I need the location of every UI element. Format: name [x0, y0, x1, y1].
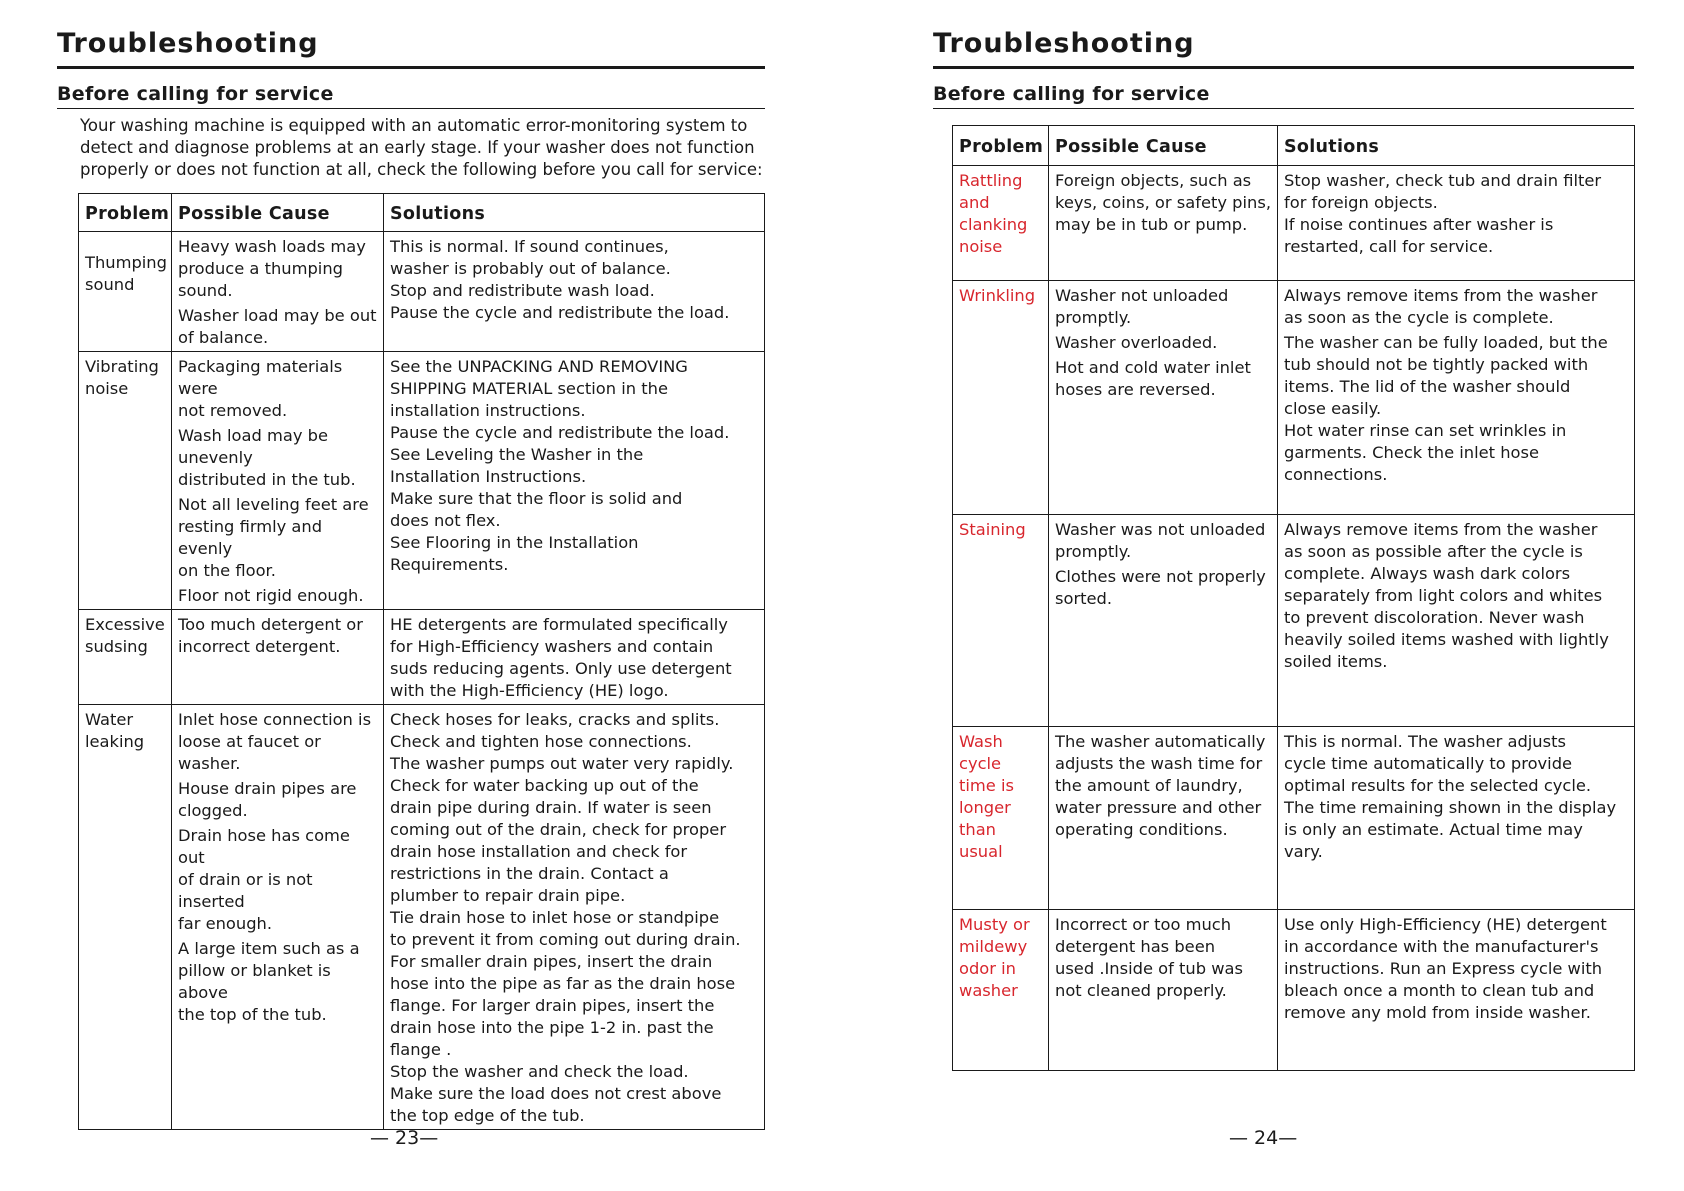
problem-cell: [953, 166, 1049, 281]
cause-text: on the floor.: [178, 561, 276, 580]
problem-cell: [953, 910, 1049, 1071]
solution-cell: [1278, 727, 1635, 910]
header-possible-cause: Possible Cause: [172, 194, 384, 232]
cause-cell: [1049, 727, 1278, 910]
solution-text: Stop the washer and check the load.: [390, 1062, 689, 1081]
solution-cell: [384, 232, 765, 352]
solution-text: Always remove items from the washer: [1284, 286, 1598, 305]
cause-text: Packaging materials were: [178, 357, 343, 398]
solution-text: for foreign objects.: [1284, 193, 1438, 212]
cause-text: resting firmly and evenly: [178, 517, 323, 558]
problem-text: than: [959, 820, 996, 839]
page-title: Troubleshooting: [57, 28, 319, 59]
cause-cell: [1049, 281, 1278, 515]
solution-text: items. The lid of the washer should: [1284, 377, 1571, 396]
header-possible-cause: Possible Cause: [1049, 126, 1278, 166]
cause-text: distributed in the tub.: [178, 470, 356, 489]
cause-cell: [172, 232, 384, 352]
solution-text: This is normal. If sound continues,: [390, 237, 669, 256]
page-number: — 23—: [370, 1127, 439, 1149]
cause-text: A large item such as a: [178, 939, 360, 958]
solution-text: plumber to repair drain pipe.: [390, 886, 626, 905]
solution-text: instructions. Run an Express cycle with: [1284, 959, 1603, 978]
cause-text: loose at faucet or washer.: [178, 732, 321, 773]
solution-text: in accordance with the manufacturer's: [1284, 937, 1599, 956]
solution-text: complete. Always wash dark colors: [1284, 564, 1571, 583]
problem-cell: [79, 352, 172, 610]
solution-text: as soon as possible after the cycle is: [1284, 542, 1583, 561]
subtitle-divider: [933, 108, 1634, 109]
problem-cell: [79, 610, 172, 705]
solution-text: optimal results for the selected cycle.: [1284, 776, 1592, 795]
solution-text: as soon as the cycle is complete.: [1284, 308, 1554, 327]
header-solutions: Solutions: [1278, 126, 1635, 166]
solution-text: flange. For larger drain pipes, insert the: [390, 996, 715, 1015]
solution-cell: [384, 352, 765, 610]
solution-text: The washer pumps out water very rapidly.: [390, 754, 734, 773]
table-row: [953, 281, 1635, 515]
solution-cell: [1278, 281, 1635, 515]
header-problem: Problem: [79, 194, 172, 232]
intro-paragraph: [80, 115, 765, 181]
cause-text: Foreign objects, such as: [1055, 171, 1252, 190]
cause-text: keys, coins, or safety pins,: [1055, 193, 1271, 212]
solution-text: close easily.: [1284, 399, 1382, 418]
cause-cell: [172, 610, 384, 705]
solution-text: the top edge of the tub.: [390, 1106, 585, 1125]
solution-text: restarted, call for service.: [1284, 237, 1494, 256]
cause-text: promptly.: [1055, 308, 1132, 327]
solution-text: drain pipe during drain. If water is seen: [390, 798, 712, 817]
solution-cell: [1278, 166, 1635, 281]
solution-text: Stop washer, check tub and drain filter: [1284, 171, 1602, 190]
solution-text: Installation Instructions.: [390, 467, 587, 486]
cause-cell: [1049, 166, 1278, 281]
cause-text: incorrect detergent.: [178, 637, 341, 656]
solution-text: to prevent it from coming out during drain.: [390, 930, 741, 949]
solution-text: Make sure the load does not crest above: [390, 1084, 722, 1103]
solution-text: Check and tighten hose connections.: [390, 732, 692, 751]
problem-text: leaking: [85, 732, 145, 751]
troubleshooting-table: [952, 125, 1635, 1071]
cause-text: Floor not rigid enough.: [178, 586, 364, 605]
table-row: [79, 232, 765, 352]
solution-text: to prevent discoloration. Never wash: [1284, 608, 1585, 627]
cause-text: Washer overloaded.: [1055, 333, 1218, 352]
cause-text: sorted.: [1055, 589, 1113, 608]
solution-text: separately from light colors and whites: [1284, 586, 1603, 605]
cause-cell: [172, 705, 384, 1130]
solution-text: coming out of the drain, check for proper: [390, 820, 727, 839]
cause-text: Incorrect or too much: [1055, 915, 1232, 934]
solution-text: vary.: [1284, 842, 1323, 861]
problem-cell: [79, 705, 172, 1130]
solution-text: garments. Check the inlet hose: [1284, 443, 1540, 462]
solution-text: HE detergents are formulated specifically: [390, 615, 728, 634]
solution-text: installation instructions.: [390, 401, 586, 420]
problem-text: Staining: [959, 520, 1026, 539]
table-row: [79, 705, 765, 1130]
solution-text: See Leveling the Washer in the: [390, 445, 644, 464]
solution-cell: [1278, 515, 1635, 727]
solution-text: Use only High-Efficiency (HE) detergent: [1284, 915, 1607, 934]
cause-text: House drain pipes are: [178, 779, 357, 798]
problem-text: clanking: [959, 215, 1028, 234]
cause-text: detergent has been: [1055, 937, 1216, 956]
cause-cell: [1049, 515, 1278, 727]
solution-text: The time remaining shown in the display: [1284, 798, 1617, 817]
problem-cell: [953, 281, 1049, 515]
solution-text: Stop and redistribute wash load.: [390, 281, 655, 300]
problem-text: Rattling and: [959, 171, 1023, 212]
solution-text: The washer can be fully loaded, but the: [1284, 333, 1608, 352]
troubleshooting-table: [78, 193, 765, 1130]
problem-text: time is: [959, 776, 1014, 795]
solution-text: remove any mold from inside washer.: [1284, 1003, 1591, 1022]
solution-text: soiled items.: [1284, 652, 1388, 671]
solution-text: drain hose installation and check for: [390, 842, 688, 861]
cause-text: Washer was not unloaded: [1055, 520, 1266, 539]
cause-text: hoses are reversed.: [1055, 380, 1216, 399]
solution-text: See Flooring in the Installation: [390, 533, 639, 552]
cause-text: Heavy wash loads may: [178, 237, 366, 256]
solution-text: washer is probably out of balance.: [390, 259, 671, 278]
cause-text: Washer not unloaded: [1055, 286, 1229, 305]
solution-text: bleach once a month to clean tub and: [1284, 981, 1595, 1000]
page-number: — 24—: [1229, 1127, 1298, 1149]
cause-text: not cleaned properly.: [1055, 981, 1227, 1000]
solution-text: flange .: [390, 1040, 452, 1059]
intro-line: Your washing machine is equipped with an automatic error-monitoring system to: [80, 116, 748, 135]
solution-text: drain hose into the pipe 1-2 in. past the: [390, 1018, 714, 1037]
problem-text: noise: [959, 237, 1003, 256]
problem-cell: [79, 232, 172, 352]
cause-text: produce a thumping sound.: [178, 259, 343, 300]
solution-text: suds reducing agents. Only use detergent: [390, 659, 732, 678]
header-solutions: Solutions: [384, 194, 765, 232]
cause-text: promptly.: [1055, 542, 1132, 561]
solution-text: Tie drain hose to inlet hose or standpipe: [390, 908, 720, 927]
cause-text: the amount of laundry,: [1055, 776, 1243, 795]
problem-text: washer: [959, 981, 1018, 1000]
problem-text: noise: [85, 379, 129, 398]
cause-text: Inlet hose connection is: [178, 710, 372, 729]
problem-cell: [953, 515, 1049, 727]
problem-text: Water: [85, 710, 134, 729]
solution-text: Pause the cycle and redistribute the load.: [390, 423, 730, 442]
solution-text: See the UNPACKING AND REMOVING: [390, 357, 688, 376]
solution-text: hose into the pipe as far as the drain hose: [390, 974, 736, 993]
cause-text: operating conditions.: [1055, 820, 1228, 839]
problem-text: usual: [959, 842, 1003, 861]
intro-line: properly or does not function at all, check the following before you call for service:: [80, 160, 763, 179]
problem-text: Wash cycle: [959, 732, 1003, 773]
table-row: [79, 610, 765, 705]
solution-text: If noise continues after washer is: [1284, 215, 1554, 234]
cause-text: Clothes were not properly: [1055, 567, 1266, 586]
solution-text: Requirements.: [390, 555, 509, 574]
subtitle-divider: [57, 108, 765, 109]
cause-text: used .Inside of tub was: [1055, 959, 1244, 978]
table-row: [953, 910, 1635, 1071]
cause-text: Hot and cold water inlet: [1055, 358, 1251, 377]
problem-text: Thumping: [85, 253, 167, 272]
cause-text: of balance.: [178, 328, 269, 347]
solution-text: Check for water backing up out of the: [390, 776, 699, 795]
table-row: [953, 727, 1635, 910]
cause-text: water pressure and other: [1055, 798, 1262, 817]
cause-text: Washer load may be out: [178, 306, 377, 325]
problem-text: Musty or: [959, 915, 1030, 934]
cause-text: Too much detergent or: [178, 615, 363, 634]
solution-text: does not flex.: [390, 511, 501, 530]
solution-cell: [1278, 910, 1635, 1071]
solution-cell: [384, 610, 765, 705]
problem-text: Vibrating: [85, 357, 159, 376]
problem-text: sound: [85, 275, 135, 294]
solution-text: For smaller drain pipes, insert the drain: [390, 952, 713, 971]
solution-text: with the High-Efficiency (HE) logo.: [390, 681, 669, 700]
cause-text: Not all leveling feet are: [178, 495, 369, 514]
cause-text: pillow or blanket is above: [178, 961, 331, 1002]
problem-text: odor in: [959, 959, 1016, 978]
cause-text: may be in tub or pump.: [1055, 215, 1248, 234]
problem-text: mildewy: [959, 937, 1028, 956]
title-divider: [933, 66, 1634, 69]
solution-text: Pause the cycle and redistribute the load.: [390, 303, 730, 322]
solution-text: This is normal. The washer adjusts: [1284, 732, 1566, 751]
solution-cell: [384, 705, 765, 1130]
solution-text: heavily soiled items washed with lightly: [1284, 630, 1609, 649]
solution-text: tub should not be tightly packed with: [1284, 355, 1589, 374]
intro-line: detect and diagnose problems at an early stage. If your washer does not function: [80, 138, 755, 157]
cause-text: Drain hose has come out: [178, 826, 350, 867]
section-subtitle: Before calling for service: [57, 83, 334, 105]
solution-text: Make sure that the floor is solid and: [390, 489, 683, 508]
header-problem: Problem: [953, 126, 1049, 166]
cause-cell: [1049, 910, 1278, 1071]
solution-text: is only an estimate. Actual time may: [1284, 820, 1583, 839]
solution-text: Hot water rinse can set wrinkles in: [1284, 421, 1567, 440]
cause-text: of drain or is not inserted: [178, 870, 313, 911]
table-row: [953, 166, 1635, 281]
cause-text: Wash load may be unevenly: [178, 426, 328, 467]
cause-text: the top of the tub.: [178, 1005, 327, 1024]
cause-text: The washer automatically: [1055, 732, 1266, 751]
table-header-row: [79, 194, 765, 232]
problem-cell: [953, 727, 1049, 910]
table-row: [953, 515, 1635, 727]
cause-text: not removed.: [178, 401, 288, 420]
page-title: Troubleshooting: [933, 28, 1195, 59]
solution-text: Check hoses for leaks, cracks and splits.: [390, 710, 720, 729]
solution-text: connections.: [1284, 465, 1388, 484]
cause-text: adjusts the wash time for: [1055, 754, 1263, 773]
problem-text: longer: [959, 798, 1011, 817]
title-divider: [57, 66, 765, 69]
table-row: [79, 352, 765, 610]
cause-text: clogged.: [178, 801, 248, 820]
problem-text: sudsing: [85, 637, 148, 656]
table-header-row: [953, 126, 1635, 166]
problem-text: Excessive: [85, 615, 165, 634]
cause-text: far enough.: [178, 914, 273, 933]
section-subtitle: Before calling for service: [933, 83, 1210, 105]
solution-text: SHIPPING MATERIAL section in the: [390, 379, 668, 398]
problem-text: Wrinkling: [959, 286, 1036, 305]
solution-text: restrictions in the drain. Contact a: [390, 864, 669, 883]
solution-text: cycle time automatically to provide: [1284, 754, 1573, 773]
cause-cell: [172, 352, 384, 610]
solution-text: Always remove items from the washer: [1284, 520, 1598, 539]
solution-text: for High-Efficiency washers and contain: [390, 637, 714, 656]
